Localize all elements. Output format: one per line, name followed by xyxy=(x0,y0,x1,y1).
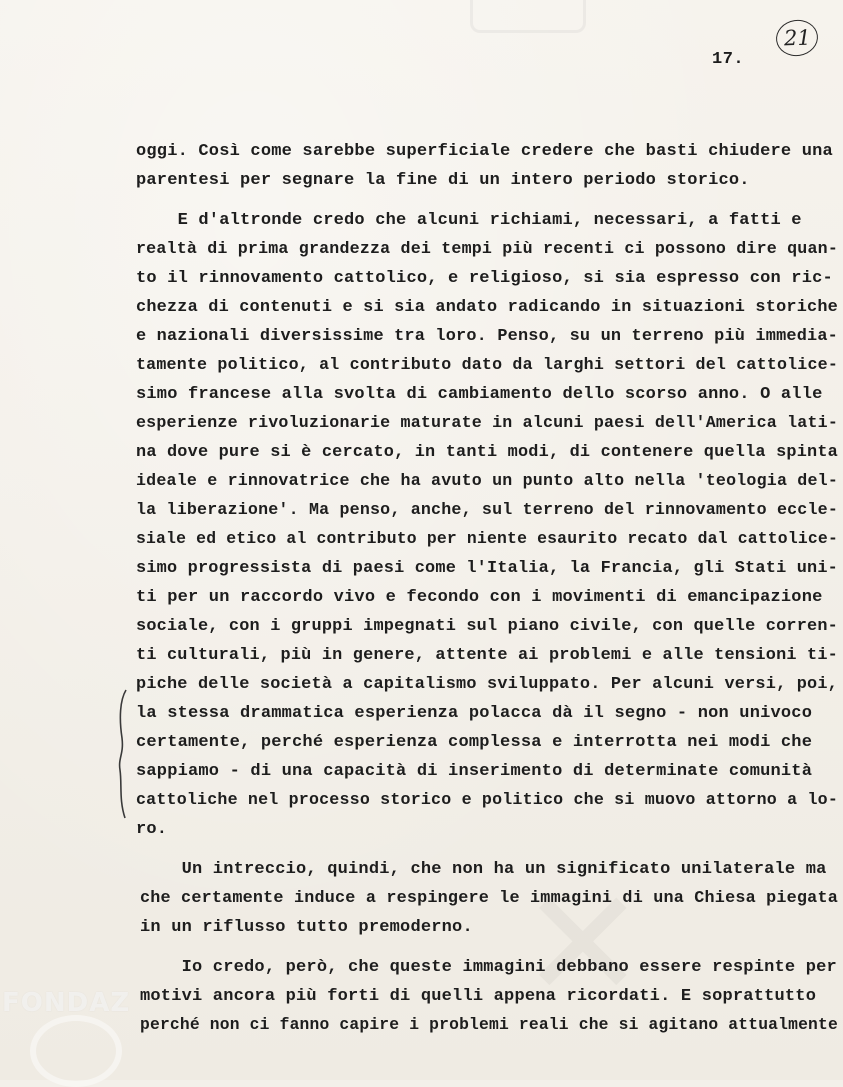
text-line: certamente, perché esperienza complessa e interrotta nei modi che xyxy=(136,733,813,752)
text-line: in un riflusso tutto premoderno. xyxy=(140,918,473,937)
text-line: e nazionali diversissime tra loro. Penso, su un terreno più immedia- xyxy=(136,327,839,346)
text-line: esperienze rivoluzionarie maturate in alcuni paesi dell'America lati- xyxy=(136,414,839,433)
text-line: piche delle società a capitalismo sviluppato. Per alcuni versi, poi, xyxy=(136,675,839,694)
text-line: na dove pure si è cercato, in tanti modi, di contenere quella spinta xyxy=(136,443,839,462)
text-line: simo francese alla svolta di cambiamento dello scorso anno. O alle xyxy=(136,385,823,404)
folio-number-text: 21 xyxy=(783,25,811,51)
text-line: cattoliche nel processo storico e politico che si muovo attorno a lo- xyxy=(136,791,839,810)
handwritten-margin-bracket-icon xyxy=(116,688,130,820)
watermark-top-mark xyxy=(470,0,586,33)
text-line: siale ed etico al contributo per niente esaurito recato dal cattolice- xyxy=(136,530,838,549)
text-line: motivi ancora più forti di quelli appena ricordati. E soprattutto xyxy=(140,987,817,1006)
text-line: simo progressista di paesi come l'Italia, la Francia, gli Stati uni- xyxy=(136,559,839,578)
text-line: Io credo, però, che queste immagini debbano essere respinte per xyxy=(140,958,837,977)
text-line: oggi. Così come sarebbe superficiale credere che basti chiudere una xyxy=(136,142,833,161)
text-line: realtà di prima grandezza dei tempi più recenti ci possono dire quan- xyxy=(136,240,839,259)
text-line: sappiamo - di una capacità di inserimento di determinate comunità xyxy=(136,762,813,781)
text-line: chezza di contenuti e si sia andato radicando in situazioni storiche xyxy=(136,298,839,317)
text-line: tamente politico, al contributo dato da larghi settori del cattolice- xyxy=(136,356,839,375)
text-line: parentesi per segnare la fine di un intero periodo storico. xyxy=(136,171,750,190)
handwritten-folio-number xyxy=(774,17,821,58)
watermark-foundation-logo: FONDAZ xyxy=(2,988,131,1018)
text-line: E d'altronde credo che alcuni richiami, necessari, a fatti e xyxy=(136,211,802,230)
text-line: ideale e rinnovatrice che ha avuto un punto alto nella 'teologia del- xyxy=(136,472,839,491)
text-line: che certamente induce a respingere le immagini di una Chiesa piegata xyxy=(140,889,838,908)
page-number: 17. xyxy=(712,50,745,69)
text-line: ti per un raccordo vivo e fecondo con i movimenti di emancipazione xyxy=(136,588,823,607)
text-line: Un intreccio, quindi, che non ha un significato unilaterale ma xyxy=(140,860,827,879)
text-line: la liberazione'. Ma penso, anche, sul terreno del rinnovamento eccle- xyxy=(136,501,839,520)
text-line: sociale, con i gruppi impegnati sul piano civile, con quelle corren- xyxy=(136,617,839,636)
text-line: to il rinnovamento cattolico, e religioso, si sia espresso con ric- xyxy=(136,269,833,288)
watermark-circle-mark xyxy=(30,1015,122,1087)
text-line: ti culturali, più in genere, attente ai problemi e alle tensioni ti- xyxy=(136,646,839,665)
text-line: perché non ci fanno capire i problemi reali che si agitano attualmente xyxy=(140,1016,838,1035)
text-line: ro. xyxy=(136,820,168,839)
text-line: la stessa drammatica esperienza polacca dà il segno - non univoco xyxy=(136,704,813,723)
